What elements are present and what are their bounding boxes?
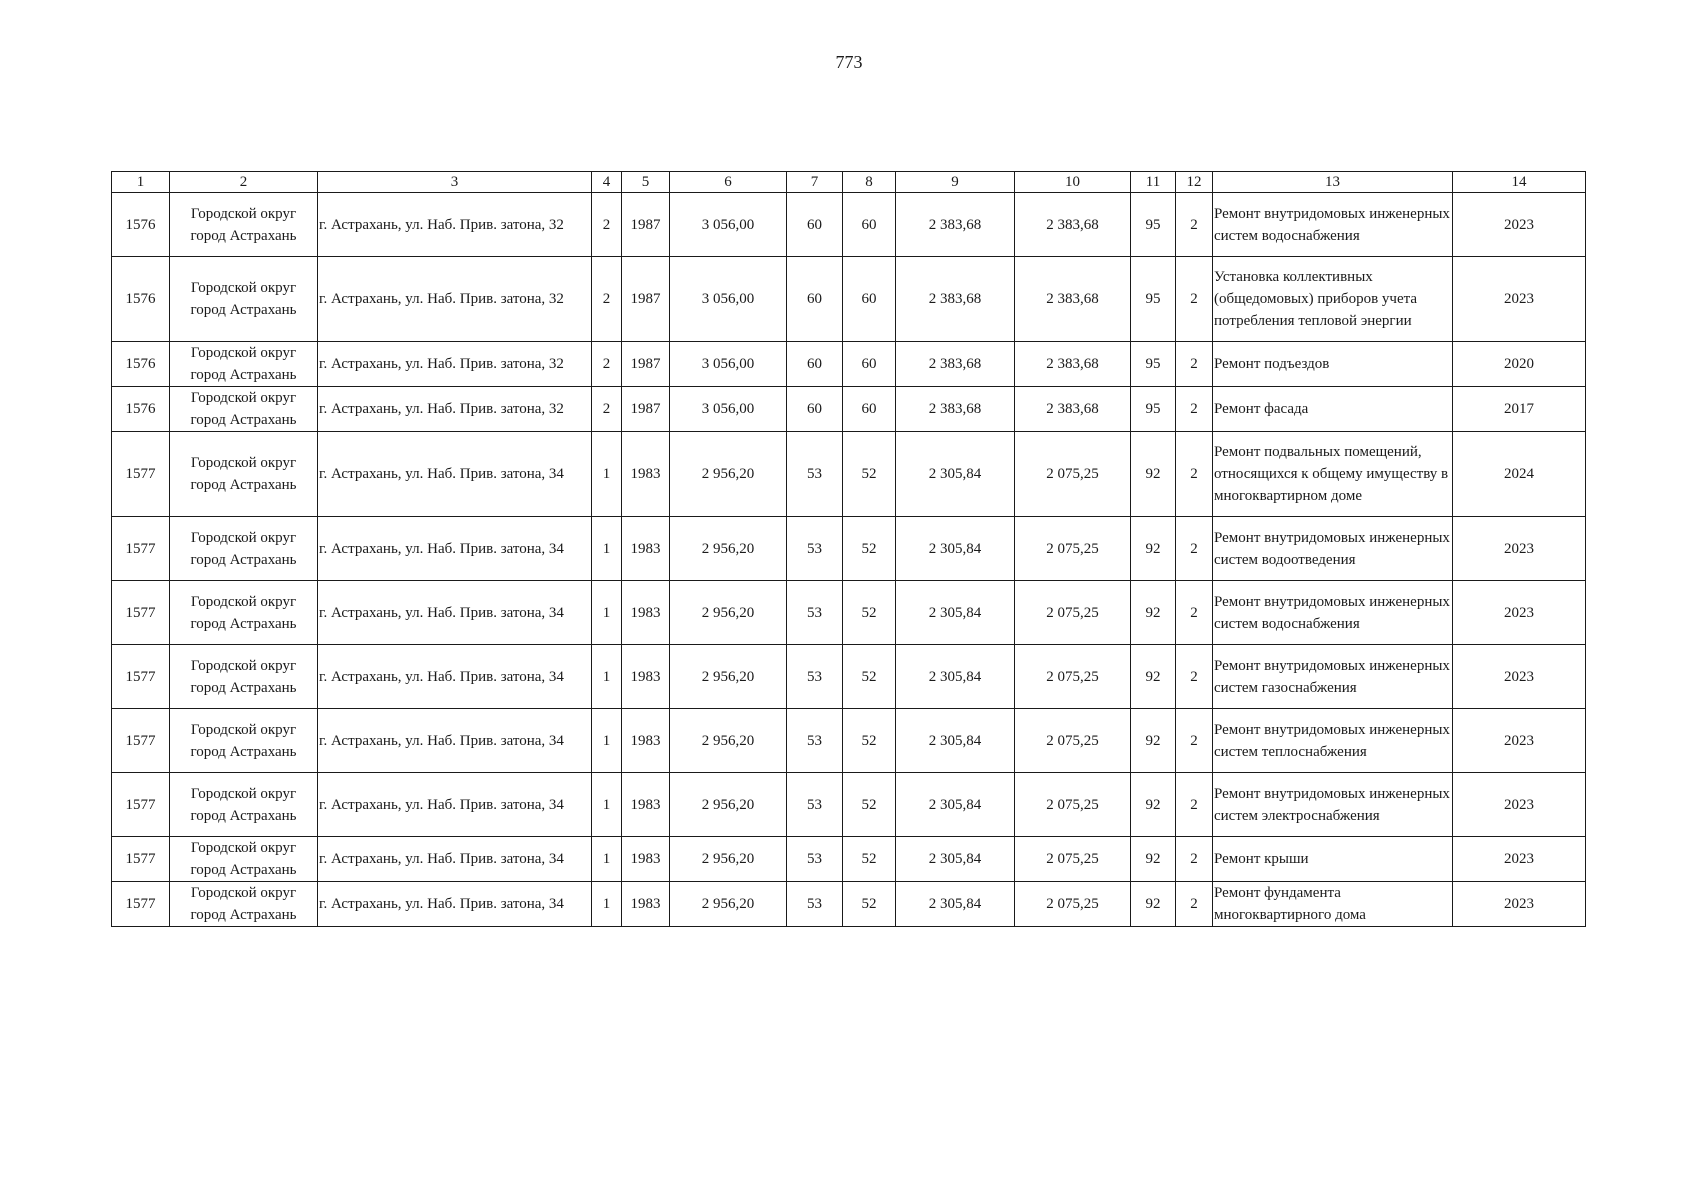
cell-col-4: 1 [592, 581, 622, 645]
cell-col-3: г. Астрахань, ул. Наб. Прив. затона, 34 [318, 517, 592, 581]
cell-col-12: 2 [1176, 517, 1213, 581]
cell-col-11: 95 [1131, 342, 1176, 387]
cell-col-9: 2 305,84 [896, 709, 1015, 773]
cell-col-2: Городской округ город Астрахань [170, 517, 318, 581]
cell-col-10: 2 075,25 [1015, 645, 1131, 709]
table-row [112, 342, 1586, 387]
cell-col-7: 53 [787, 882, 843, 927]
cell-col-11: 95 [1131, 257, 1176, 342]
cell-col-1: 1576 [112, 193, 170, 257]
cell-col-12: 2 [1176, 709, 1213, 773]
cell-col-6: 2 956,20 [670, 882, 787, 927]
cell-col-7: 60 [787, 193, 843, 257]
cell-col-6: 2 956,20 [670, 773, 787, 837]
cell-col-6: 3 056,00 [670, 193, 787, 257]
cell-col-3: г. Астрахань, ул. Наб. Прив. затона, 34 [318, 645, 592, 709]
cell-col-9: 2 305,84 [896, 837, 1015, 882]
cell-col-8: 52 [843, 773, 896, 837]
cell-col-14: 2023 [1453, 837, 1586, 882]
table-row [112, 387, 1586, 432]
cell-col-11: 92 [1131, 837, 1176, 882]
cell-col-5: 1987 [622, 387, 670, 432]
table-row [112, 837, 1586, 882]
cell-col-5: 1983 [622, 432, 670, 517]
cell-col-7: 53 [787, 773, 843, 837]
cell-col-8: 52 [843, 709, 896, 773]
cell-col-4: 1 [592, 517, 622, 581]
cell-col-4: 2 [592, 193, 622, 257]
cell-col-5: 1987 [622, 193, 670, 257]
cell-col-3: г. Астрахань, ул. Наб. Прив. затона, 34 [318, 773, 592, 837]
column-header-7: 7 [787, 172, 843, 193]
cell-col-11: 92 [1131, 517, 1176, 581]
cell-col-10: 2 383,68 [1015, 257, 1131, 342]
cell-col-3: г. Астрахань, ул. Наб. Прив. затона, 34 [318, 882, 592, 927]
cell-col-8: 60 [843, 387, 896, 432]
cell-col-13: Ремонт фундамента многоквартирного дома [1213, 882, 1453, 927]
cell-col-12: 2 [1176, 837, 1213, 882]
cell-col-1: 1577 [112, 432, 170, 517]
cell-col-6: 3 056,00 [670, 257, 787, 342]
cell-col-6: 3 056,00 [670, 387, 787, 432]
cell-col-6: 3 056,00 [670, 342, 787, 387]
cell-col-1: 1576 [112, 257, 170, 342]
cell-col-14: 2023 [1453, 517, 1586, 581]
cell-col-11: 92 [1131, 709, 1176, 773]
cell-col-7: 53 [787, 645, 843, 709]
cell-col-1: 1577 [112, 773, 170, 837]
cell-col-5: 1983 [622, 882, 670, 927]
cell-col-12: 2 [1176, 193, 1213, 257]
table-row [112, 257, 1586, 342]
cell-col-5: 1987 [622, 257, 670, 342]
cell-col-13: Ремонт подвальных помещений, относящихся к общему имуществу в многоквартирном доме [1213, 432, 1453, 517]
cell-col-10: 2 075,25 [1015, 432, 1131, 517]
cell-col-11: 95 [1131, 387, 1176, 432]
cell-col-8: 60 [843, 342, 896, 387]
cell-col-6: 2 956,20 [670, 517, 787, 581]
cell-col-5: 1983 [622, 581, 670, 645]
cell-col-6: 2 956,20 [670, 837, 787, 882]
cell-col-8: 52 [843, 882, 896, 927]
cell-col-4: 2 [592, 387, 622, 432]
cell-col-14: 2023 [1453, 709, 1586, 773]
cell-col-13: Ремонт внутридомовых инженерных систем электроснабжения [1213, 773, 1453, 837]
cell-col-1: 1577 [112, 709, 170, 773]
cell-col-8: 60 [843, 193, 896, 257]
cell-col-12: 2 [1176, 387, 1213, 432]
cell-col-5: 1983 [622, 517, 670, 581]
cell-col-10: 2 075,25 [1015, 837, 1131, 882]
cell-col-14: 2024 [1453, 432, 1586, 517]
cell-col-14: 2023 [1453, 257, 1586, 342]
cell-col-1: 1577 [112, 645, 170, 709]
cell-col-14: 2023 [1453, 193, 1586, 257]
cell-col-1: 1576 [112, 342, 170, 387]
cell-col-7: 53 [787, 581, 843, 645]
header-row [112, 172, 1586, 193]
cell-col-2: Городской округ город Астрахань [170, 837, 318, 882]
cell-col-1: 1576 [112, 387, 170, 432]
cell-col-13: Ремонт фасада [1213, 387, 1453, 432]
cell-col-2: Городской округ город Астрахань [170, 773, 318, 837]
cell-col-7: 53 [787, 837, 843, 882]
cell-col-2: Городской округ город Астрахань [170, 387, 318, 432]
table-body [112, 193, 1586, 927]
cell-col-3: г. Астрахань, ул. Наб. Прив. затона, 32 [318, 193, 592, 257]
cell-col-12: 2 [1176, 257, 1213, 342]
cell-col-9: 2 305,84 [896, 581, 1015, 645]
cell-col-10: 2 075,25 [1015, 517, 1131, 581]
cell-col-10: 2 075,25 [1015, 709, 1131, 773]
column-header-14: 14 [1453, 172, 1586, 193]
cell-col-1: 1577 [112, 882, 170, 927]
cell-col-4: 1 [592, 709, 622, 773]
column-header-11: 11 [1131, 172, 1176, 193]
cell-col-1: 1577 [112, 581, 170, 645]
cell-col-7: 60 [787, 387, 843, 432]
column-header-4: 4 [592, 172, 622, 193]
cell-col-2: Городской округ город Астрахань [170, 257, 318, 342]
cell-col-14: 2023 [1453, 773, 1586, 837]
cell-col-5: 1983 [622, 773, 670, 837]
cell-col-9: 2 305,84 [896, 773, 1015, 837]
cell-col-8: 60 [843, 257, 896, 342]
cell-col-6: 2 956,20 [670, 581, 787, 645]
table-row [112, 882, 1586, 927]
cell-col-13: Установка коллективных (общедомовых) приборов учета потребления тепловой энергии [1213, 257, 1453, 342]
cell-col-7: 53 [787, 432, 843, 517]
cell-col-8: 52 [843, 432, 896, 517]
cell-col-2: Городской округ город Астрахань [170, 342, 318, 387]
cell-col-2: Городской округ город Астрахань [170, 193, 318, 257]
cell-col-7: 60 [787, 342, 843, 387]
cell-col-14: 2023 [1453, 645, 1586, 709]
cell-col-11: 92 [1131, 773, 1176, 837]
cell-col-5: 1983 [622, 645, 670, 709]
cell-col-7: 53 [787, 517, 843, 581]
cell-col-10: 2 383,68 [1015, 342, 1131, 387]
cell-col-14: 2020 [1453, 342, 1586, 387]
cell-col-9: 2 305,84 [896, 882, 1015, 927]
column-header-1: 1 [112, 172, 170, 193]
cell-col-4: 2 [592, 257, 622, 342]
cell-col-11: 92 [1131, 645, 1176, 709]
cell-col-1: 1577 [112, 517, 170, 581]
cell-col-8: 52 [843, 517, 896, 581]
cell-col-5: 1983 [622, 837, 670, 882]
column-header-10: 10 [1015, 172, 1131, 193]
cell-col-4: 1 [592, 882, 622, 927]
cell-col-4: 1 [592, 645, 622, 709]
cell-col-9: 2 383,68 [896, 342, 1015, 387]
column-header-2: 2 [170, 172, 318, 193]
table-row [112, 645, 1586, 709]
cell-col-3: г. Астрахань, ул. Наб. Прив. затона, 34 [318, 837, 592, 882]
cell-col-13: Ремонт подъездов [1213, 342, 1453, 387]
cell-col-12: 2 [1176, 882, 1213, 927]
cell-col-9: 2 383,68 [896, 257, 1015, 342]
cell-col-4: 2 [592, 342, 622, 387]
cell-col-9: 2 383,68 [896, 387, 1015, 432]
table-row [112, 773, 1586, 837]
cell-col-13: Ремонт внутридомовых инженерных систем водоснабжения [1213, 581, 1453, 645]
cell-col-8: 52 [843, 645, 896, 709]
cell-col-11: 92 [1131, 882, 1176, 927]
register-table [111, 171, 1586, 927]
cell-col-13: Ремонт крыши [1213, 837, 1453, 882]
cell-col-5: 1983 [622, 709, 670, 773]
cell-col-10: 2 075,25 [1015, 773, 1131, 837]
cell-col-7: 60 [787, 257, 843, 342]
cell-col-3: г. Астрахань, ул. Наб. Прив. затона, 34 [318, 581, 592, 645]
table-row [112, 709, 1586, 773]
cell-col-10: 2 383,68 [1015, 387, 1131, 432]
cell-col-14: 2017 [1453, 387, 1586, 432]
cell-col-3: г. Астрахань, ул. Наб. Прив. затона, 32 [318, 387, 592, 432]
column-header-12: 12 [1176, 172, 1213, 193]
cell-col-3: г. Астрахань, ул. Наб. Прив. затона, 34 [318, 432, 592, 517]
cell-col-6: 2 956,20 [670, 709, 787, 773]
cell-col-14: 2023 [1453, 581, 1586, 645]
column-header-3: 3 [318, 172, 592, 193]
table-row [112, 193, 1586, 257]
cell-col-14: 2023 [1453, 882, 1586, 927]
cell-col-4: 1 [592, 837, 622, 882]
cell-col-10: 2 075,25 [1015, 581, 1131, 645]
cell-col-12: 2 [1176, 581, 1213, 645]
cell-col-11: 92 [1131, 432, 1176, 517]
cell-col-8: 52 [843, 837, 896, 882]
table-row [112, 581, 1586, 645]
cell-col-9: 2 305,84 [896, 517, 1015, 581]
column-header-5: 5 [622, 172, 670, 193]
cell-col-4: 1 [592, 773, 622, 837]
cell-col-12: 2 [1176, 773, 1213, 837]
cell-col-4: 1 [592, 432, 622, 517]
cell-col-11: 95 [1131, 193, 1176, 257]
cell-col-3: г. Астрахань, ул. Наб. Прив. затона, 32 [318, 257, 592, 342]
cell-col-13: Ремонт внутридомовых инженерных систем газоснабжения [1213, 645, 1453, 709]
cell-col-2: Городской округ город Астрахань [170, 882, 318, 927]
cell-col-12: 2 [1176, 432, 1213, 517]
cell-col-13: Ремонт внутридомовых инженерных систем теплоснабжения [1213, 709, 1453, 773]
column-header-8: 8 [843, 172, 896, 193]
cell-col-7: 53 [787, 709, 843, 773]
cell-col-11: 92 [1131, 581, 1176, 645]
cell-col-9: 2 305,84 [896, 432, 1015, 517]
cell-col-2: Городской округ город Астрахань [170, 709, 318, 773]
cell-col-8: 52 [843, 581, 896, 645]
cell-col-3: г. Астрахань, ул. Наб. Прив. затона, 34 [318, 709, 592, 773]
column-header-9: 9 [896, 172, 1015, 193]
cell-col-3: г. Астрахань, ул. Наб. Прив. затона, 32 [318, 342, 592, 387]
cell-col-6: 2 956,20 [670, 432, 787, 517]
page-number: 773 [835, 52, 863, 72]
table-row [112, 432, 1586, 517]
cell-col-12: 2 [1176, 645, 1213, 709]
cell-col-10: 2 383,68 [1015, 193, 1131, 257]
cell-col-2: Городской округ город Астрахань [170, 581, 318, 645]
cell-col-5: 1987 [622, 342, 670, 387]
table-row [112, 517, 1586, 581]
cell-col-9: 2 383,68 [896, 193, 1015, 257]
cell-col-13: Ремонт внутридомовых инженерных систем водоснабжения [1213, 193, 1453, 257]
column-header-6: 6 [670, 172, 787, 193]
cell-col-1: 1577 [112, 837, 170, 882]
cell-col-2: Городской округ город Астрахань [170, 645, 318, 709]
cell-col-9: 2 305,84 [896, 645, 1015, 709]
cell-col-10: 2 075,25 [1015, 882, 1131, 927]
cell-col-12: 2 [1176, 342, 1213, 387]
column-header-13: 13 [1213, 172, 1453, 193]
cell-col-2: Городской округ город Астрахань [170, 432, 318, 517]
cell-col-13: Ремонт внутридомовых инженерных систем водоотведения [1213, 517, 1453, 581]
cell-col-6: 2 956,20 [670, 645, 787, 709]
